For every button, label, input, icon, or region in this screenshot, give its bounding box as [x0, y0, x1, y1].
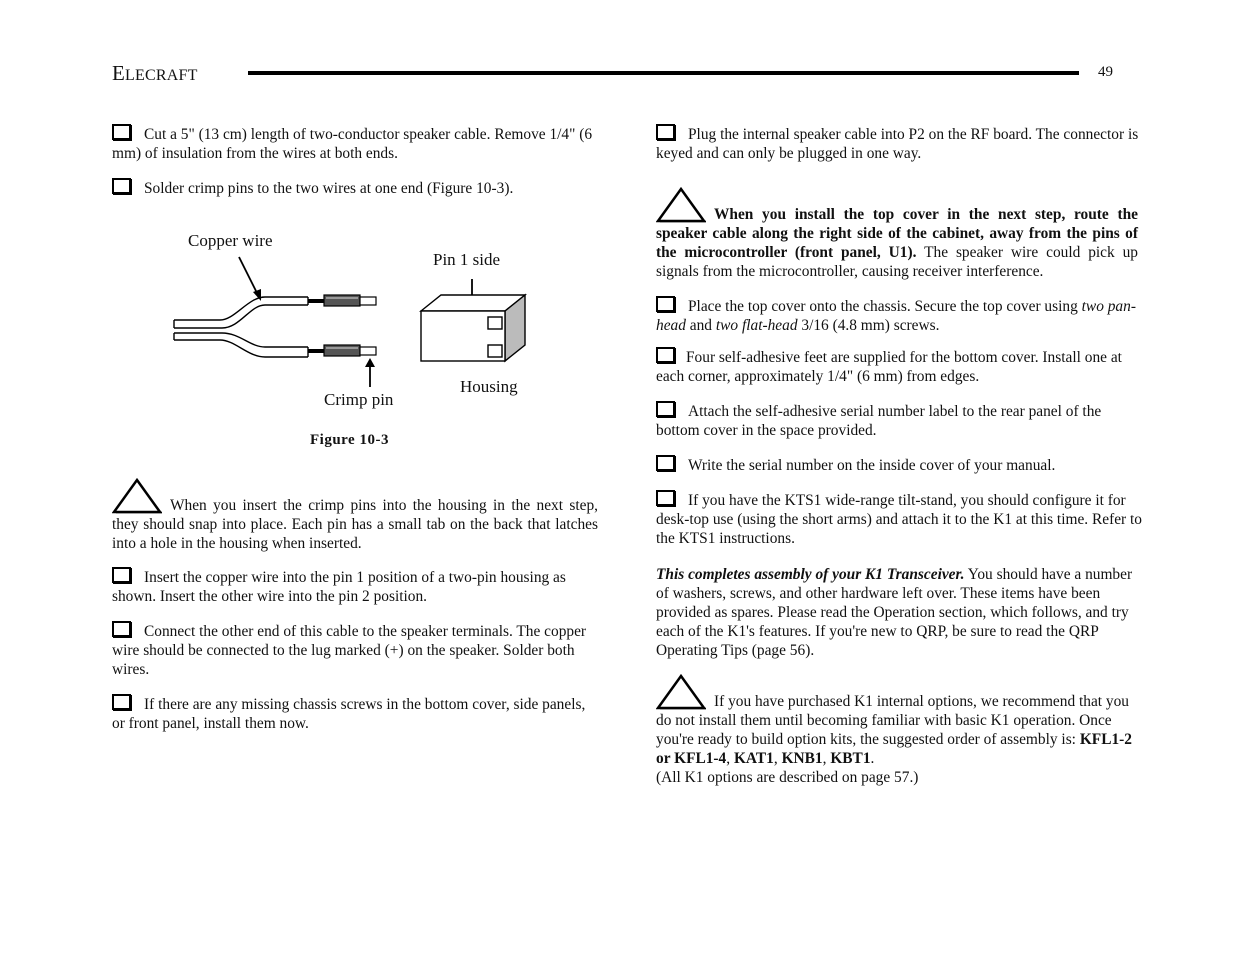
figure-10-3 [160, 225, 560, 425]
caution-crimp-pins: When you insert the crimp pins into the housing in the next step, they should snap into place. Each pin has a small tab on the back that latches into a hole in the housing when inserted. [112, 478, 598, 553]
cable-diagram [160, 225, 560, 425]
checkbox-icon[interactable] [112, 694, 131, 710]
caution-route-cable: When you install the top cover in the next step, route the speaker cable along the right side of the cabinet, away from the pins of the microcontroller (front panel, U1). The speaker wire could pick up signals from the microcontroller, causing receiver interference. [656, 187, 1138, 281]
caution-triangle-icon [656, 187, 706, 223]
crimp-pin-bottom [308, 345, 376, 356]
arrow-copper-wire [239, 257, 261, 301]
step-connect-speaker: Connect the other end of this cable to the speaker terminals. The copper wire should be connected to the lug marked (+) on the speaker. Solder both wires. [112, 623, 587, 678]
housing-block [421, 295, 525, 361]
speaker-cable [174, 297, 308, 357]
page-number: 49 [1098, 64, 1113, 80]
checkbox-icon[interactable] [112, 178, 131, 194]
checkbox-icon[interactable] [656, 347, 675, 363]
step-serial-label: Attach the self-adhesive serial number label to the rear panel of the bottom cover in the space provided. [656, 403, 1102, 439]
right-column [656, 124, 1148, 787]
left-column [112, 124, 598, 733]
step-insert-wire: Insert the copper wire into the pin 1 position of a two-pin housing as shown. Insert the other wire into the pin 2 position. [112, 569, 566, 605]
crimp-pin-top [308, 295, 376, 306]
step-solder-pins: Solder crimp pins to the two wires at one end (Figure 10-3). [112, 178, 598, 198]
step-serial-number: Write the serial number on the inside cover of your manual. [656, 455, 1148, 475]
step-top-cover: Place the top cover onto the chassis. Secure the top cover using two pan-head and two flat-head 3/16 (4.8 mm) screws. [656, 298, 1136, 334]
step-adhesive-feet: Four self-adhesive feet are supplied for the bottom cover. Install one at each corner, approximately 1/4" (6 mm) from edges. [656, 349, 1122, 385]
caution-triangle-icon [112, 478, 162, 514]
checkbox-icon[interactable] [656, 455, 675, 471]
label-crimp-pin: Crimp pin [324, 390, 394, 409]
label-housing: Housing [460, 377, 518, 396]
label-copper-wire: Copper wire [188, 231, 273, 250]
checkbox-icon[interactable] [656, 296, 675, 312]
caution-triangle-icon [656, 674, 706, 710]
step-plug-speaker: Plug the internal speaker cable into P2 on the RF board. The connector is keyed and can only be plugged in one way. [656, 126, 1139, 162]
checkbox-icon[interactable] [112, 124, 131, 140]
header-rule [248, 71, 1079, 75]
checkbox-icon[interactable] [656, 490, 675, 506]
checkbox-icon[interactable] [112, 621, 131, 637]
figure-caption: Figure 10-3 [310, 432, 389, 448]
step-cut-cable: Cut a 5" (13 cm) length of two-conductor speaker cable. Remove 1/4" (6 mm) of insulation from the wires at both ends. [112, 126, 593, 162]
step-tilt-stand: If you have the KTS1 wide-range tilt-stand, you should configure it for desk-top use (using the short arms) and attach it to the K1 at this time. Refer to the KTS1 instructions. [656, 492, 1142, 547]
checkbox-icon[interactable] [112, 567, 131, 583]
assembly-complete-paragraph: This completes assembly of your K1 Transceiver. You should have a number of washers, screws, and other hardware left over. These items have been provided as spares. Please read the Operation section, which follows, and try each of the K1's features. If you're new to QRP, be sure to read the QRP Operating Tips (page 56). [656, 566, 1133, 659]
checkbox-icon[interactable] [656, 401, 675, 417]
step-chassis-screws: If there are any missing chassis screws in the bottom cover, side panels, or front panel, install them now. [112, 696, 586, 732]
label-pin1-side: Pin 1 side [433, 250, 501, 269]
brand-name: ELECRAFT [112, 61, 198, 85]
checkbox-icon[interactable] [656, 124, 675, 140]
caution-options: If you have purchased K1 internal options, we recommend that you do not install them until becoming familiar with basic K1 operation. Once you're ready to build option kits, the suggested order of assembly is: KFL1-2 or KFL1-4, KAT1, KNB1, KBT1. (All K1 options are described on page 57.) [656, 674, 1148, 787]
arrow-crimp-pin [365, 358, 375, 387]
